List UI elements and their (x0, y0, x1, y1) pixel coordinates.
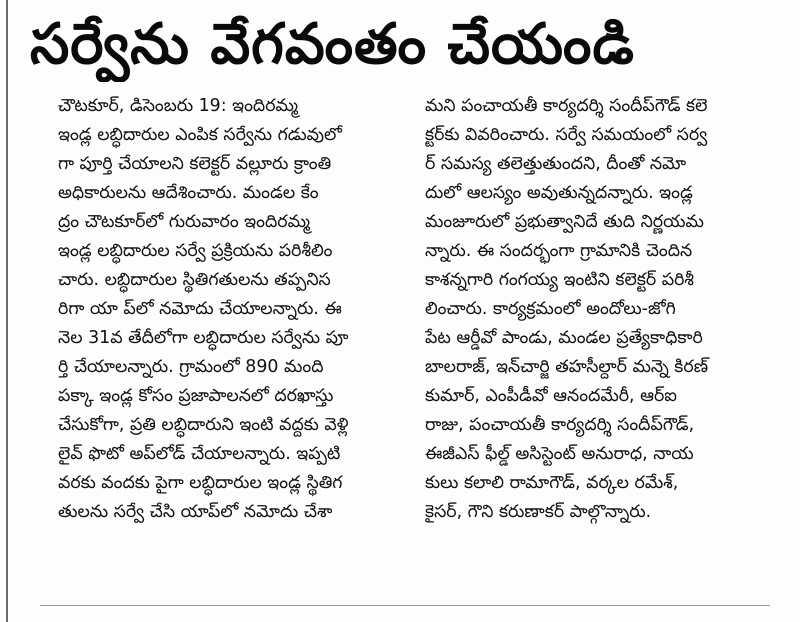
article-line: పక్కా ఇండ్ల కోసం ప్రజాపాలనలో దరఖాస్తు (58, 386, 334, 406)
article-line: కైసర్, గౌని కరుణాకర్ పాల్గొన్నారు. (425, 502, 652, 522)
article-line: చారు. లబ్ధిదారుల స్థితిగతులను తప్పనిస (58, 270, 331, 290)
article-line: ఈజీఎస్ ఫీల్డ్ అసిస్టెంట్ అనురాధ, నాయ (425, 444, 694, 464)
article-line: ఇండ్ల లబ్ధిదారుల ఎంపిక సర్వేను గడువులో (58, 125, 342, 145)
article-line: పేట ఆర్డీవో పాండు, మండల ప్రత్యేకాధికారి (425, 328, 703, 348)
article-line: కుమార్, ఎంపీడీవో ఆనందమేరీ, ఆర్‌ఐ (425, 386, 677, 406)
bottom-divider-rule (40, 605, 770, 606)
article-line: రాజు, పంచాయతీ కార్యదర్శి సందీప్‌గౌడ్, (425, 415, 695, 435)
left-border-rule (6, 0, 8, 622)
article-column-left (58, 92, 413, 587)
article-line: మని పంచాయతీ కార్యదర్శి సందీప్‌గౌడ్ కలె (425, 96, 708, 116)
article-line: ద్రం చౌటకూర్‌లో గురువారం ఇందిరమ్మ (58, 212, 311, 232)
article-line: కులు కలాలి రామాగౌడ్, వర్కల రమేశ్, (425, 473, 679, 493)
article-line: రిగా యా ప్‌లో నమోదు చేయాలన్నారు. ఈ (58, 299, 342, 319)
article-line: న్నారు. ఈ సందర్భంగా గ్రామానికి చెందిన (425, 241, 693, 261)
article-line: క్టర్‌కు వివరించారు. సర్వే సమయంలో సర్వ (425, 125, 708, 145)
article-line: అధికారులను ఆదేశించారు. మండల కేం (58, 183, 319, 203)
article-line: బాలరాజ్, ఇన్‌చార్జి తహసీల్దార్ మన్నె కిరణ్ (425, 357, 709, 377)
article-line: గా పూర్తి చేయాలని కలెక్టర్ వల్లూరు క్రాంతి (58, 154, 332, 174)
article-line: వరకు వందకు పైగా లబ్ధిదారుల ఇండ్ల స్థితిగ (58, 473, 343, 493)
article-line: లైవ్ ఫొటో అప్‌లోడ్ చేయాలన్నారు. ఇప్పటి (58, 444, 341, 464)
article-line: ర్ సమస్య తలెత్తుతుందని, దీంతో నమో (425, 154, 687, 174)
article-line: కాశన్నగారి గంగయ్య ఇంటిని కలెక్టర్ పరిశీ (425, 270, 694, 290)
article-line: లించారు. కార్యక్రమంలో అందోలు-జోగి (425, 299, 676, 319)
article-line: తులను సర్వే చేసి యాప్‌లో నమోదు చేశా (58, 502, 333, 522)
article-line: ర్తి చేయాలన్నారు. గ్రామంలో 890 మంది (58, 357, 324, 377)
article-line: ఇండ్ల లబ్ధిదారుల సర్వే ప్రక్రియను పరిశీలిం (58, 241, 333, 261)
article-line: దులో ఆలస్యం అవుతున్నదన్నారు. ఇండ్ల (425, 183, 693, 203)
article-line: మంజూరులో ప్రభుత్వానిదే తుది నిర్ణయమ (425, 212, 704, 232)
article-line: నెల 31వ తేదీలోగా లబ్ధిదారుల సర్వేను పూ (58, 328, 349, 348)
article-headline: సర్వేను వేగవంతం చేయండి (30, 12, 635, 77)
article-column-right (425, 92, 780, 587)
article-line: చౌటకూర్, డిసెంబరు 19: ఇందిరమ్మ (58, 96, 299, 116)
article-line: చేసుకోగా, ప్రతి లబ్ధిదారుని ఇంటి వద్దకు వెళ్లి (58, 415, 349, 435)
